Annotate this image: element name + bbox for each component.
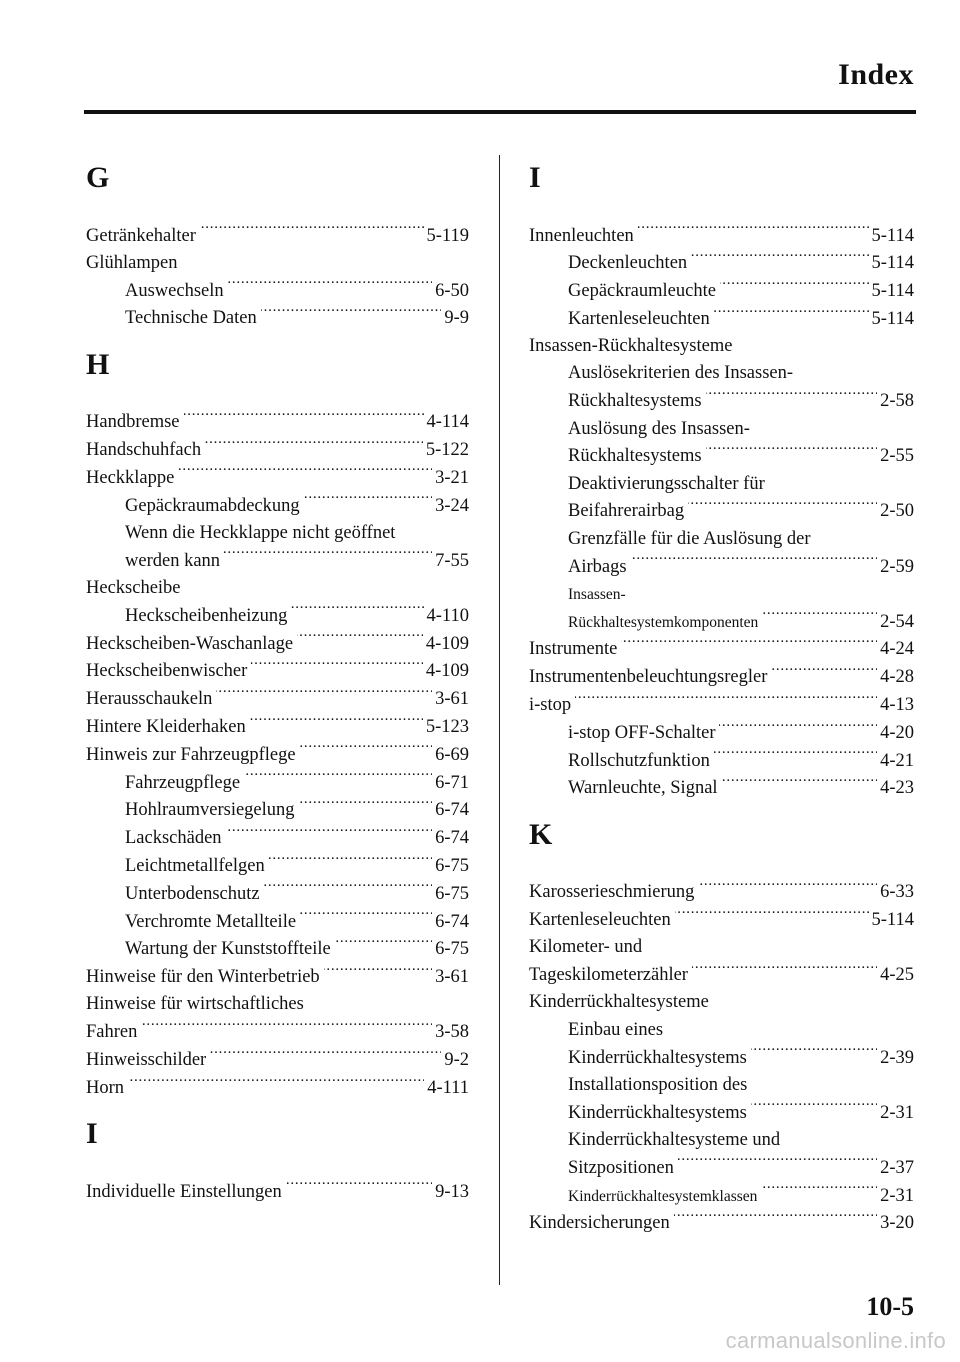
dot-leader	[714, 305, 869, 324]
entry-page-ref: 5-123	[425, 716, 469, 737]
entry-text: Hinweisschilder	[86, 1050, 207, 1071]
entry-page-ref: 2-31	[880, 1102, 914, 1123]
entry-text: Heckscheibenwischer	[86, 661, 248, 682]
index-entry	[86, 222, 469, 250]
entry-text: Leichtmetallfelgen	[125, 855, 265, 876]
section-letter: G	[86, 161, 110, 194]
entry-page-ref: 3-61	[435, 967, 469, 988]
section-letter: I	[529, 161, 541, 194]
index-subentry	[86, 852, 469, 880]
index-subentry	[86, 492, 469, 520]
index-subentry	[86, 880, 469, 908]
entry-page-ref: 4-20	[880, 722, 914, 743]
dot-leader	[631, 553, 878, 572]
index-subentry	[86, 602, 469, 630]
entry-text: Sitzpositionen	[568, 1157, 674, 1178]
index-subentry-text: Deaktivierungsschalter für	[568, 473, 765, 494]
entry-text: Rückhaltesystemkomponenten	[568, 613, 759, 631]
entry-text: Hohlraumversiegelung	[125, 800, 295, 821]
index-entry	[86, 686, 469, 714]
entry-page-ref: 9-9	[444, 308, 469, 329]
entry-text: Kartenleseleuchten	[529, 910, 671, 931]
dot-leader	[751, 1099, 877, 1118]
entry-page-ref: 2-39	[880, 1047, 914, 1068]
index-subentry	[529, 278, 914, 306]
entry-text: Kindersicherungen	[529, 1213, 670, 1234]
dot-leader	[698, 879, 877, 898]
entry-page-ref: 5-114	[871, 308, 914, 329]
header-rule	[84, 110, 916, 114]
entry-page-ref: 6-69	[435, 744, 469, 765]
entry-text: Deckenleuchten	[568, 253, 688, 274]
entry-text: Warnleuchte, Signal	[568, 778, 718, 799]
dot-leader	[297, 630, 423, 649]
index-column-right	[529, 150, 914, 1238]
index-subentry	[529, 305, 914, 333]
entry-page-ref: 3-21	[435, 467, 469, 488]
dot-leader	[299, 797, 433, 816]
index-entry	[86, 409, 469, 437]
index-subentry	[529, 498, 914, 526]
index-entry	[86, 1074, 469, 1102]
dot-leader	[706, 443, 877, 462]
entry-text: Rollschutzfunktion	[568, 750, 710, 771]
entry-page-ref: 3-20	[880, 1213, 914, 1234]
entry-text: Handschuhfach	[86, 439, 202, 460]
page-title: Index	[838, 58, 914, 91]
entry-text: Instrumente	[529, 639, 618, 660]
dot-leader	[210, 1047, 441, 1066]
entry-text: Instrumentenbeleuchtungsregler	[529, 667, 768, 688]
index-subentry	[86, 305, 469, 333]
dot-leader	[720, 278, 869, 297]
index-subentry	[86, 769, 469, 797]
section-letter: H	[86, 347, 110, 381]
dot-leader	[691, 250, 868, 269]
dot-leader	[264, 880, 432, 899]
index-entry-text: Glühlampen	[86, 252, 178, 273]
entry-text: Beifahrerairbag	[568, 501, 685, 522]
dot-leader	[675, 907, 869, 926]
entry-text: i-stop OFF-Schalter	[568, 722, 716, 743]
entry-page-ref: 3-61	[435, 689, 469, 710]
entry-page-ref: 2-50	[880, 501, 914, 522]
dot-leader	[300, 741, 432, 760]
entry-page-ref: 5-114	[871, 281, 914, 302]
dot-leader	[762, 608, 877, 627]
entry-page-ref: 3-24	[435, 495, 469, 516]
entry-page-ref: 6-74	[435, 828, 469, 849]
entry-text: Heckscheiben-Waschanlage	[86, 633, 294, 654]
column-divider	[499, 155, 500, 1285]
entry-text: Gepäckraumleuchte	[568, 281, 716, 302]
dot-leader	[678, 1154, 877, 1173]
entry-text: Kinderrückhaltesystems	[568, 1047, 747, 1068]
entry-page-ref: 7-55	[435, 550, 469, 571]
dot-leader	[300, 908, 432, 927]
dot-leader	[205, 436, 423, 455]
dot-leader	[706, 388, 877, 407]
index-subentry	[529, 1099, 914, 1127]
entry-text: Verchromte Metallteile	[125, 911, 297, 932]
entry-page-ref: 2-58	[880, 391, 914, 412]
index-entry	[529, 879, 914, 907]
entry-text: Herausschaukeln	[86, 689, 213, 710]
index-entry	[529, 1210, 914, 1238]
entry-page-ref: 5-114	[871, 225, 914, 246]
entry-text: Heckklappe	[86, 467, 175, 488]
entry-page-ref: 9-13	[435, 1181, 469, 1202]
entry-text: Fahren	[86, 1022, 138, 1043]
dot-leader	[250, 713, 423, 732]
page-number: 10-5	[866, 1292, 914, 1321]
entry-text: Heckscheibenheizung	[125, 605, 288, 626]
entry-text: Fahrzeugpflege	[125, 772, 241, 793]
entry-page-ref: 5-114	[871, 253, 914, 274]
dot-leader	[335, 936, 432, 955]
index-entry	[86, 658, 469, 686]
index-subentry	[529, 443, 914, 471]
dot-leader	[692, 962, 877, 981]
entry-text: Innenleuchten	[529, 225, 634, 246]
entry-page-ref: 4-13	[880, 695, 914, 716]
index-entry-text: Heckscheibe	[86, 577, 181, 598]
entry-page-ref: 4-114	[426, 412, 469, 433]
dot-leader	[761, 1182, 877, 1201]
dot-leader	[224, 547, 432, 566]
index-subentry-text: Installationsposition des	[568, 1074, 748, 1095]
dot-leader	[226, 825, 433, 844]
index-entry-text: Kilometer- und	[529, 937, 643, 958]
index-entry	[529, 692, 914, 720]
entry-page-ref: 5-114	[871, 910, 914, 931]
dot-leader	[638, 222, 869, 241]
dot-leader	[722, 775, 878, 794]
index-entry	[86, 1178, 469, 1206]
index-subentry	[86, 797, 469, 825]
dot-leader	[178, 464, 432, 483]
index-subentry	[529, 388, 914, 416]
entry-page-ref: 4-109	[425, 661, 469, 682]
entry-page-ref: 4-109	[425, 633, 469, 654]
entry-text: Kinderrückhaltesystems	[568, 1102, 747, 1123]
index-subentry-text: Grenzfälle für die Auslösung der	[568, 528, 811, 549]
dot-leader	[714, 747, 877, 766]
entry-text: Technische Daten	[125, 308, 257, 329]
index-subentry	[529, 1182, 914, 1210]
dot-leader	[261, 305, 442, 324]
dot-leader	[621, 636, 877, 655]
index-entry	[86, 464, 469, 492]
dot-leader	[291, 602, 423, 621]
entry-text: Hinweis zur Fahrzeugpflege	[86, 744, 296, 765]
index-subentry-text: Auslösekriterien des Insassen-	[568, 363, 794, 384]
index-subentry	[529, 747, 914, 775]
index-subentry-text: Wenn die Heckklappe nicht geöffnet	[125, 522, 396, 543]
index-entry	[86, 1019, 469, 1047]
entry-page-ref: 4-25	[880, 965, 914, 986]
entry-page-ref: 6-75	[435, 883, 469, 904]
entry-page-ref: 2-37	[880, 1157, 914, 1178]
entry-text: Hintere Kleiderhaken	[86, 716, 246, 737]
entry-text: Airbags	[568, 556, 627, 577]
entry-page-ref: 6-74	[435, 800, 469, 821]
dot-leader	[200, 222, 424, 241]
entry-text: Karosserieschmierung	[529, 882, 695, 903]
index-subentry	[529, 775, 914, 803]
index-subentry	[529, 608, 914, 636]
entry-page-ref: 4-111	[427, 1077, 469, 1098]
entry-page-ref: 3-58	[435, 1022, 469, 1043]
entry-text: Hinweise für den Winterbetrieb	[86, 967, 320, 988]
dot-leader	[286, 1178, 432, 1197]
entry-page-ref: 2-55	[880, 446, 914, 467]
entry-page-ref: 5-122	[425, 439, 469, 460]
index-subentry	[529, 1154, 914, 1182]
entry-text: Rückhaltesystems	[568, 446, 702, 467]
dot-leader	[719, 719, 877, 738]
entry-page-ref: 6-75	[435, 855, 469, 876]
dot-leader	[251, 658, 423, 677]
entry-page-ref: 6-50	[435, 280, 469, 301]
entry-page-ref: 2-59	[880, 556, 914, 577]
entry-text: Wartung der Kunststoffteile	[125, 939, 331, 960]
index-entry-text: Hinweise für wirtschaftliches	[86, 994, 304, 1015]
dot-leader	[269, 852, 432, 871]
entry-text: Auswechseln	[125, 280, 224, 301]
index-subentry	[86, 547, 469, 575]
index-entry	[529, 222, 914, 250]
entry-page-ref: 4-24	[880, 639, 914, 660]
index-subentry	[529, 250, 914, 278]
entry-page-ref: 2-54	[880, 611, 914, 632]
entry-text: Kinderrückhaltesystemklassen	[568, 1187, 758, 1205]
dot-leader	[228, 277, 432, 296]
entry-text: Individuelle Einstellungen	[86, 1181, 282, 1202]
watermark: carmanualsonline.info	[725, 1328, 946, 1353]
index-subentry	[529, 719, 914, 747]
index-subentry	[529, 553, 914, 581]
dot-leader	[184, 409, 424, 428]
index-entry	[86, 630, 469, 658]
index-subentry	[86, 908, 469, 936]
dot-leader	[688, 498, 877, 517]
entry-page-ref: 4-21	[880, 750, 914, 771]
entry-text: Lackschäden	[125, 828, 222, 849]
index-subentry-text: Kinderrückhaltesysteme und	[568, 1129, 781, 1150]
index-entry-text: Kinderrückhaltesysteme	[529, 992, 709, 1013]
index-entry	[86, 741, 469, 769]
dot-leader	[244, 769, 432, 788]
dot-leader	[141, 1019, 432, 1038]
entry-page-ref: 5-119	[426, 225, 469, 246]
index-entry	[529, 664, 914, 692]
section-letter: K	[529, 817, 553, 851]
index-entry	[529, 907, 914, 935]
entry-page-ref: 6-71	[435, 772, 469, 793]
entry-text: werden kann	[125, 550, 221, 571]
index-subentry-text: Einbau eines	[568, 1019, 664, 1040]
entry-page-ref: 4-110	[426, 605, 469, 626]
entry-text: i-stop	[529, 695, 572, 716]
section-letter: I	[86, 1117, 98, 1151]
entry-text: Getränkehalter	[86, 225, 196, 246]
dot-leader	[674, 1210, 877, 1229]
index-entry	[529, 962, 914, 990]
entry-page-ref: 9-2	[444, 1050, 469, 1071]
entry-page-ref: 6-33	[880, 882, 914, 903]
index-column-left	[86, 150, 469, 1206]
dot-leader	[771, 664, 877, 683]
entry-page-ref: 4-23	[880, 778, 914, 799]
index-subentry-text: Insassen-	[568, 585, 626, 603]
entry-text: Unterbodenschutz	[125, 883, 260, 904]
index-entry-text: Insassen-Rückhaltesysteme	[529, 336, 733, 357]
entry-text: Horn	[86, 1077, 125, 1098]
index-entry	[86, 713, 469, 741]
index-subentry	[86, 936, 469, 964]
index-subentry	[86, 277, 469, 305]
dot-leader	[128, 1074, 424, 1093]
entry-page-ref: 4-28	[880, 667, 914, 688]
dot-leader	[751, 1044, 877, 1063]
dot-leader	[216, 686, 432, 705]
entry-page-ref: 2-31	[880, 1185, 914, 1206]
dot-leader	[575, 692, 877, 711]
entry-page-ref: 6-75	[435, 939, 469, 960]
dot-leader	[324, 964, 432, 983]
index-subentry	[529, 1044, 914, 1072]
entry-page-ref: 6-74	[435, 911, 469, 932]
index-entry	[86, 436, 469, 464]
entry-text: Kartenleseleuchten	[568, 308, 710, 329]
index-entry	[86, 964, 469, 992]
index-entry	[86, 1047, 469, 1075]
index-subentry	[86, 825, 469, 853]
entry-text: Gepäckraumabdeckung	[125, 495, 300, 516]
index-entry	[529, 636, 914, 664]
index-subentry-text: Auslösung des Insassen-	[568, 418, 750, 439]
entry-text: Handbremse	[86, 412, 180, 433]
dot-leader	[304, 492, 432, 511]
entry-text: Rückhaltesystems	[568, 391, 702, 412]
entry-text: Tageskilometerzähler	[529, 965, 688, 986]
